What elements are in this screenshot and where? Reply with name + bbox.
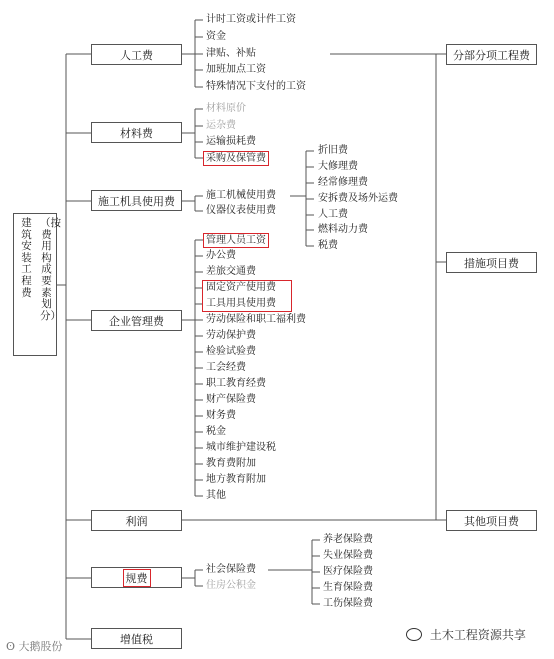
category-profit: 利润 [91,510,182,531]
watermark-right [406,626,526,643]
machine-sub-item: 折旧费 [318,145,348,156]
labor-item: 津贴、补贴 [206,48,256,59]
management-item-highlighted: 工具用具使用费 [206,298,276,309]
management-item: 劳动保险和职工福利费 [206,314,306,325]
management-item: 检验试验费 [206,346,256,357]
insurance-item: 医疗保险费 [323,566,373,577]
insurance-item: 工伤保险费 [323,598,373,609]
management-item: 财产保险费 [206,394,256,405]
management-item: 办公费 [206,250,236,261]
insurance-item: 失业保险费 [323,550,373,561]
machinery-item: 施工机械使用费 [206,190,276,201]
watermark-left [6,638,63,654]
management-item: 教育费附加 [206,458,256,469]
category-materials: 材料费 [91,122,182,143]
wechat-icon [406,628,422,641]
management-item: 地方教育附加 [206,474,266,485]
machine-sub-item: 燃料动力费 [318,224,368,235]
management-item: 税金 [206,426,226,437]
material-item: 运杂费 [206,120,236,131]
management-item: 城市维护建设税 [206,442,276,453]
title-column-right: （按费用构成要素划分） [40,217,61,322]
labor-item: 计时工资或计件工资 [206,14,296,25]
management-item: 劳动保护费 [206,330,256,341]
insurance-item: 生育保险费 [323,582,373,593]
watermark-left-text: 大鹅股份 [18,640,63,653]
category-fees [91,567,182,588]
category-labor: 人工费 [91,44,182,65]
insurance-item: 养老保险费 [323,534,373,545]
right-subdivision-box: 分部分项工程费 [446,44,537,65]
labor-item: 资金 [206,31,226,42]
category-fees-label: 规费 [123,569,151,587]
management-item-highlighted: 管理人员工资 [203,233,269,248]
machine-sub-item: 大修理费 [318,161,358,172]
labor-item: 特殊情况下支付的工资 [206,81,306,92]
category-vat: 增值税 [91,628,182,649]
category-machinery: 施工机具使用费 [91,190,182,211]
right-measures-box: 措施项目费 [446,252,537,273]
watermark-left-icon: ʘ [6,640,16,653]
fee-item: 社会保险费 [206,564,256,575]
labor-item: 加班加点工资 [206,64,266,75]
management-item: 财务费 [206,410,236,421]
watermark-right-text: 土木工程资源共享 [429,628,526,642]
machinery-item: 仪器仪表使用费 [206,205,276,216]
material-item: 材料原价 [206,103,246,114]
fee-item: 住房公积金 [206,580,256,591]
title-box [13,213,61,356]
title-column-left: 建筑安装工程费 [21,217,32,299]
machine-sub-item: 税费 [318,240,338,251]
material-item-highlighted: 采购及保管费 [203,151,269,166]
right-other-box: 其他项目费 [446,510,537,531]
management-item: 职工教育经费 [206,378,266,389]
management-item: 差旅交通费 [206,266,256,277]
machine-sub-item: 安拆费及场外运费 [318,193,398,204]
management-item: 其他 [206,490,226,501]
material-item: 运输损耗费 [206,136,256,147]
management-item-highlighted: 固定资产使用费 [206,282,276,293]
management-item: 工会经费 [206,362,246,373]
category-management: 企业管理费 [91,310,182,331]
machine-sub-item: 经常修理费 [318,177,368,188]
machine-sub-item: 人工费 [318,209,348,220]
